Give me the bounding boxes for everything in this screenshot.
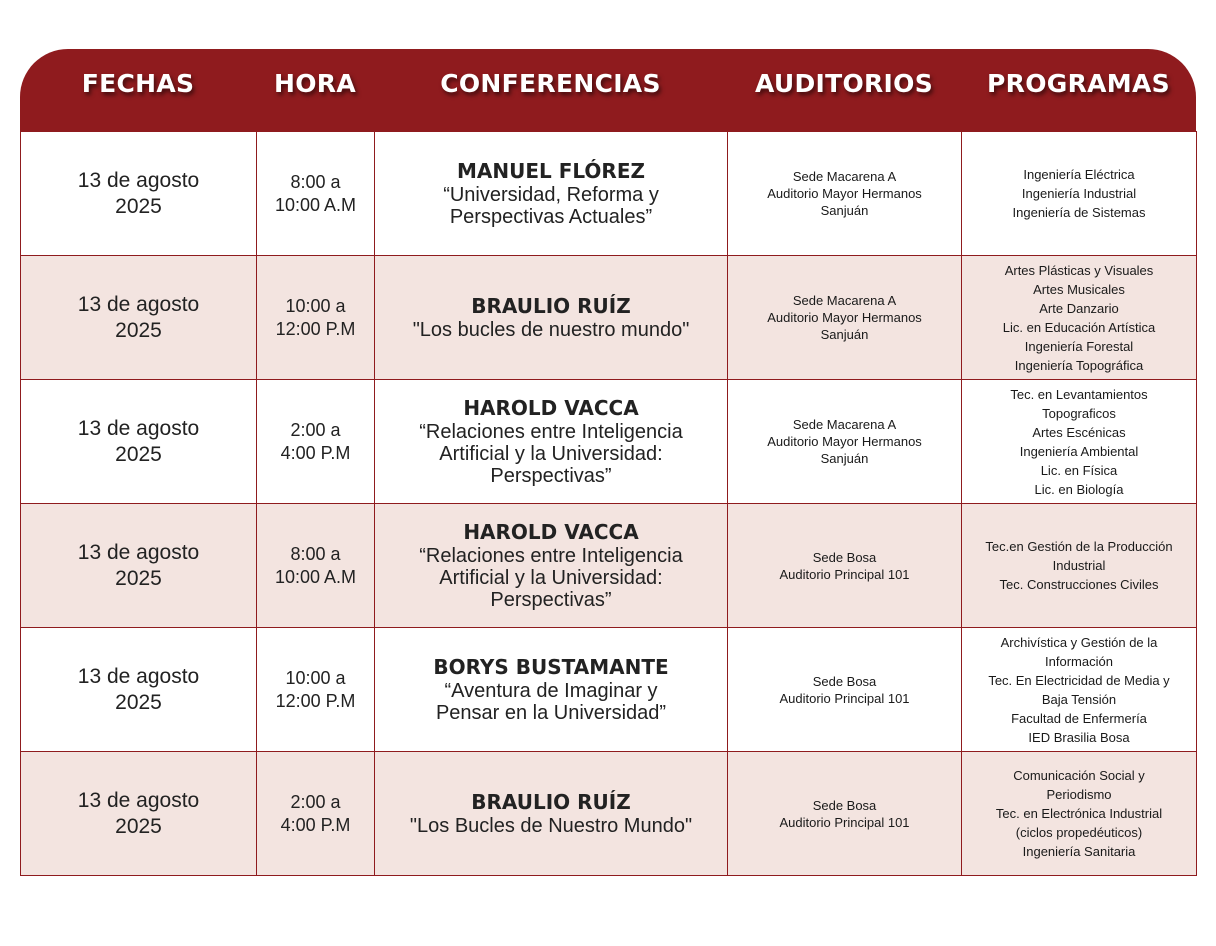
program-item: Baja Tensión [1041, 691, 1117, 707]
speaker-name: HAROLD VACCA [463, 396, 639, 420]
time-cell [257, 380, 375, 504]
date-text: 2025 [115, 318, 162, 342]
table-row [21, 628, 1197, 752]
schedule-sheet [20, 49, 1196, 876]
conference-cell [375, 628, 728, 752]
conference-title: Pensar en la Universidad” [435, 702, 667, 724]
program-item: Ingeniería Industrial [1021, 186, 1137, 201]
header-conferencias: CONFERENCIAS [440, 68, 661, 98]
time-cell [257, 628, 375, 752]
auditorium-text: Sede Bosa [812, 549, 877, 565]
table-row [21, 380, 1197, 504]
time-text: 10:00 a [285, 295, 346, 316]
auditorium-text: Sanjuán [820, 203, 869, 218]
time-text: 10:00 A.M [274, 566, 357, 587]
program-item: Ingeniería de Sistemas [1012, 205, 1146, 220]
program-item: Tec. En Electricidad de Media y [988, 672, 1170, 688]
programs-cell [962, 752, 1197, 876]
date-text: 13 de agosto [77, 416, 200, 440]
program-item: Ingeniería Eléctrica [1023, 167, 1135, 182]
table-row [21, 504, 1197, 628]
program-item: Archivística y Gestión de la [1000, 634, 1158, 650]
date-text: 2025 [115, 194, 162, 218]
conference-title: Perspectivas” [490, 465, 612, 487]
time-text: 10:00 a [285, 667, 346, 688]
date-text: 13 de agosto [77, 664, 200, 688]
time-text: 2:00 a [290, 419, 341, 440]
conference-title: “Universidad, Reforma y [443, 184, 659, 206]
date-cell [21, 628, 257, 752]
auditorium-text: Auditorio Mayor Hermanos [767, 310, 922, 325]
conference-cell [375, 504, 728, 628]
conference-title: “Relaciones entre Inteligencia [419, 421, 683, 443]
header-programas: PROGRAMAS [987, 68, 1170, 98]
time-text: 12:00 P.M [275, 690, 356, 711]
program-item: Artes Escénicas [1032, 424, 1126, 440]
table-header [20, 49, 1196, 131]
date-text: 2025 [115, 566, 162, 590]
header-fechas: FECHAS [81, 68, 195, 98]
program-item: Tec.en Gestión de la Producción [985, 539, 1173, 554]
time-text: 4:00 P.M [280, 442, 351, 463]
conference-title: "Los Bucles de Nuestro Mundo" [409, 815, 693, 837]
auditorium-text: Sanjuán [820, 451, 869, 466]
program-item: Lic. en Educación Artística [1002, 319, 1156, 335]
date-text: 13 de agosto [77, 292, 200, 316]
schedule-table [20, 131, 1197, 876]
program-item: Industrial [1052, 558, 1106, 573]
time-text: 4:00 P.M [280, 814, 351, 835]
program-item: Facultad de Enfermería [1011, 710, 1147, 726]
header-auditorios: AUDITORIOS [754, 68, 934, 98]
auditorium-text: Auditorio Mayor Hermanos [767, 434, 922, 449]
date-cell [21, 504, 257, 628]
program-item: Tec. en Levantamientos [1010, 386, 1148, 402]
conference-title: Perspectivas Actuales” [449, 206, 653, 228]
conference-cell [375, 380, 728, 504]
program-item: Lic. en Física [1040, 462, 1118, 478]
table-row [21, 256, 1197, 380]
auditorium-text: Sede Bosa [812, 673, 877, 689]
time-cell [257, 256, 375, 380]
date-text: 13 de agosto [77, 168, 200, 192]
date-text: 2025 [115, 690, 162, 714]
program-item: Comunicación Social y [1013, 768, 1145, 783]
auditorium-text: Auditorio Principal 101 [779, 566, 910, 582]
date-cell [21, 380, 257, 504]
programs-cell [962, 628, 1197, 752]
speaker-name: BRAULIO RUÍZ [471, 790, 631, 814]
auditorium-cell [728, 628, 962, 752]
program-item: Arte Danzario [1039, 300, 1119, 316]
table-row [21, 752, 1197, 876]
program-item: Topograficos [1042, 405, 1116, 421]
speaker-name: HAROLD VACCA [463, 520, 639, 544]
auditorium-text: Auditorio Principal 101 [779, 814, 910, 830]
date-text: 13 de agosto [77, 788, 200, 812]
auditorium-cell [728, 504, 962, 628]
time-text: 8:00 a [290, 543, 341, 564]
auditorium-text: Auditorio Mayor Hermanos [767, 186, 922, 201]
auditorium-text: Auditorio Principal 101 [779, 690, 910, 706]
program-item: Ingeniería Sanitaria [1022, 844, 1136, 859]
date-cell [21, 752, 257, 876]
conference-cell [375, 752, 728, 876]
program-item: Ingeniería Ambiental [1019, 443, 1139, 459]
header-hora: HORA [274, 68, 356, 98]
time-text: 8:00 a [290, 171, 341, 192]
programs-cell [962, 256, 1197, 380]
auditorium-text: Sanjuán [820, 327, 869, 342]
date-text: 2025 [115, 442, 162, 466]
time-cell [257, 504, 375, 628]
program-item: Lic. en Biología [1034, 481, 1124, 497]
programs-cell [962, 504, 1197, 628]
program-item: Tec. Construcciones Civiles [999, 577, 1159, 592]
date-text: 13 de agosto [77, 540, 200, 564]
auditorium-text: Sede Macarena A [792, 417, 897, 432]
program-item: Información [1045, 653, 1113, 669]
auditorium-cell [728, 132, 962, 256]
table-row [21, 132, 1197, 256]
conference-title: Artificial y la Universidad: [439, 443, 663, 465]
program-item: Periodismo [1046, 787, 1112, 802]
time-text: 2:00 a [290, 791, 341, 812]
program-item: Ingeniería Topográfica [1014, 357, 1144, 373]
time-text: 12:00 P.M [275, 318, 356, 339]
program-item: Ingeniería Forestal [1024, 338, 1134, 354]
speaker-name: MANUEL FLÓREZ [457, 159, 645, 183]
programs-cell [962, 132, 1197, 256]
conference-title: Perspectivas” [490, 589, 612, 611]
date-cell [21, 256, 257, 380]
conference-cell [375, 256, 728, 380]
time-text: 10:00 A.M [274, 194, 357, 215]
date-cell [21, 132, 257, 256]
auditorium-text: Sede Macarena A [792, 169, 897, 184]
time-cell [257, 752, 375, 876]
program-item: Artes Musicales [1033, 281, 1125, 297]
conference-title: Artificial y la Universidad: [439, 567, 663, 589]
auditorium-cell [728, 256, 962, 380]
time-cell [257, 132, 375, 256]
programs-cell [962, 380, 1197, 504]
auditorium-cell [728, 380, 962, 504]
speaker-name: BRAULIO RUÍZ [471, 294, 631, 318]
auditorium-text: Sede Macarena A [792, 293, 897, 308]
speaker-name: BORYS BUSTAMANTE [433, 655, 669, 679]
conference-title: “Relaciones entre Inteligencia [419, 545, 683, 567]
date-text: 2025 [115, 814, 162, 838]
conference-title: "Los bucles de nuestro mundo" [412, 319, 690, 341]
program-item: (ciclos propedéuticos) [1015, 825, 1143, 840]
auditorium-text: Sede Bosa [812, 797, 877, 813]
program-item: Artes Plásticas y Visuales [1004, 262, 1154, 278]
conference-cell [375, 132, 728, 256]
conference-title: “Aventura de Imaginar y [444, 680, 658, 702]
program-item: IED Brasilia Bosa [1028, 729, 1130, 745]
auditorium-cell [728, 752, 962, 876]
program-item: Tec. en Electrónica Industrial [995, 806, 1163, 821]
